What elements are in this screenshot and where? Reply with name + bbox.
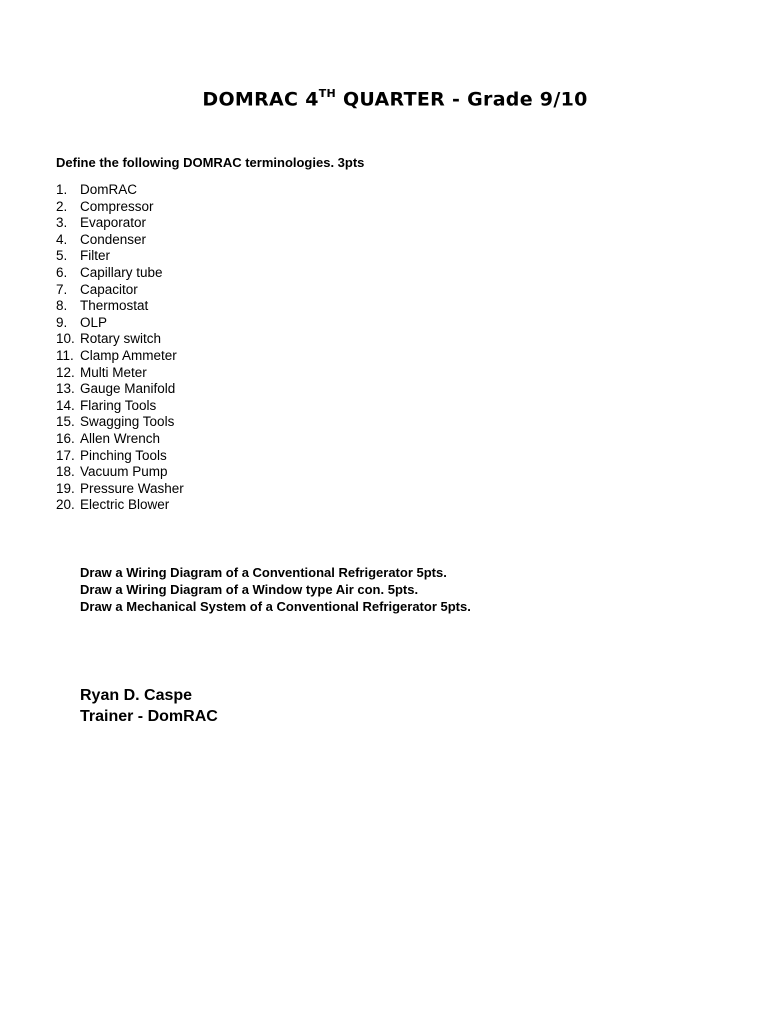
list-item-term: Flaring Tools [80, 397, 157, 413]
list-item [56, 381, 184, 398]
list-item [56, 232, 184, 249]
list-item-number: 10. [56, 331, 75, 347]
list-item-number: 11. [56, 347, 74, 363]
list-item-number: 3. [56, 215, 68, 231]
list-item-term: Allen Wrench [80, 430, 161, 446]
task-item: Draw a Wiring Diagram of a Conventional Refrigerator 5pts. [80, 565, 447, 580]
list-item [56, 464, 184, 481]
list-item-term: Rotary switch [80, 331, 162, 347]
list-item [56, 298, 184, 315]
list-item [56, 348, 184, 365]
list-item-term: Filter [80, 248, 110, 264]
title-suffix: QUARTER - Grade 9/10 [336, 88, 588, 111]
list-item-term: Swagging Tools [80, 414, 175, 430]
list-item [56, 282, 184, 299]
list-item [56, 431, 184, 448]
list-item [56, 414, 184, 431]
list-item-term: Vacuum Pump [80, 464, 168, 480]
terminology-list [56, 182, 184, 514]
list-item-number: 18. [56, 464, 75, 480]
list-item-number: 9. [56, 314, 68, 330]
list-item-term: Multi Meter [80, 364, 147, 380]
list-item-term: OLP [80, 314, 108, 330]
list-item [56, 315, 184, 332]
list-item [56, 398, 184, 415]
instruction-text: Define the following DOMRAC terminologies. 3pts [56, 155, 365, 170]
list-item [56, 248, 184, 265]
list-item [56, 182, 184, 199]
signature-role: Trainer - DomRAC [80, 708, 218, 725]
list-item-number: 2. [56, 198, 68, 214]
list-item-number: 13. [56, 381, 75, 397]
list-item-term: Gauge Manifold [80, 381, 176, 397]
list-item-number: 6. [56, 264, 68, 280]
title-prefix: DOMRAC 4 [202, 88, 319, 111]
list-item-number: 12. [56, 364, 75, 380]
list-item-number: 8. [56, 298, 68, 314]
list-item-term: Compressor [80, 198, 154, 214]
list-item [56, 265, 184, 282]
signature-block [80, 685, 218, 727]
list-item-term: Thermostat [80, 298, 149, 314]
list-item [56, 199, 184, 216]
list-item-term: Clamp Ammeter [80, 347, 177, 363]
list-item-term: Pinching Tools [80, 447, 167, 463]
list-item-number: 5. [56, 248, 68, 264]
list-item-term: DomRAC [80, 182, 138, 197]
title-superscript: TH [318, 87, 337, 100]
list-item-number: 4. [56, 231, 68, 247]
list-item [56, 481, 184, 498]
list-item-number: 15. [56, 414, 75, 430]
list-item-term: Evaporator [80, 215, 147, 231]
list-item [56, 215, 184, 232]
task-item: Draw a Mechanical System of a Conventional Refrigerator 5pts. [80, 599, 471, 614]
document-title [0, 88, 768, 110]
list-item-number: 7. [56, 281, 68, 297]
list-item [56, 365, 184, 382]
list-item-number: 17. [56, 447, 75, 463]
list-item [56, 497, 184, 514]
list-item-number: 1. [56, 182, 68, 197]
list-item-term: Condenser [80, 231, 147, 247]
list-item-number: 16. [56, 430, 75, 446]
list-item-term: Electric Blower [80, 497, 170, 513]
list-item [56, 331, 184, 348]
list-item-number: 19. [56, 480, 75, 496]
task-item: Draw a Wiring Diagram of a Window type Air con. 5pts. [80, 582, 419, 597]
list-item-term: Capillary tube [80, 264, 163, 280]
signature-name: Ryan D. Caspe [80, 687, 193, 704]
list-item-number: 20. [56, 497, 75, 513]
list-item-number: 14. [56, 397, 75, 413]
list-item [56, 448, 184, 465]
list-item-term: Pressure Washer [80, 480, 184, 496]
task-list [80, 564, 471, 615]
list-item-term: Capacitor [80, 281, 138, 297]
